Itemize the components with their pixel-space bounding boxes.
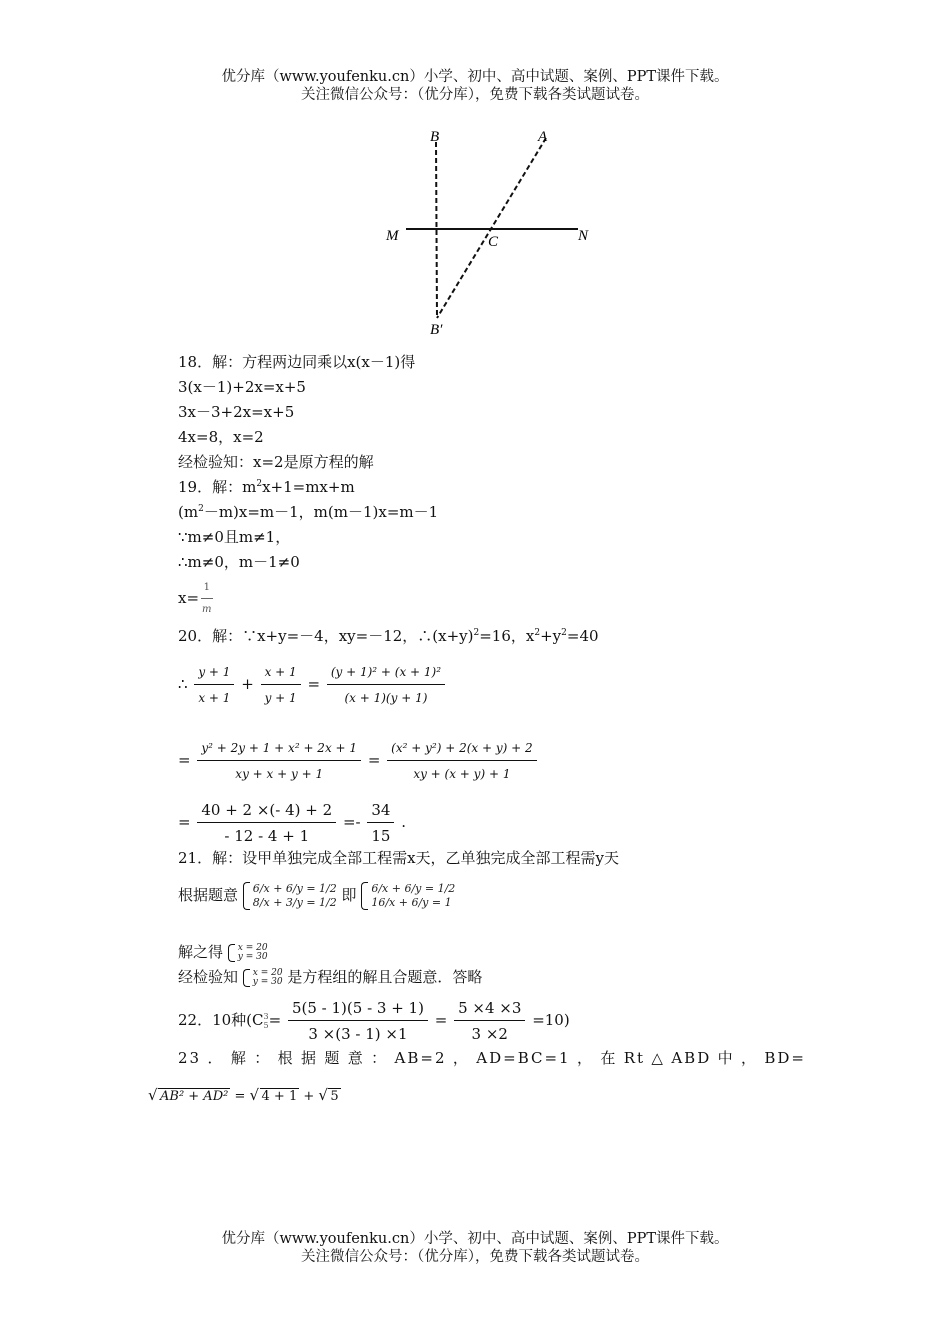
q20-frac6: $\frac{40 + 2 \times(- 4) + 2}{- 12 - 4 + 1}$ [197,800,336,846]
label-b: B [430,129,440,145]
footer-line-1: 优分库（www.youfenku.cn）小学、初中、高中试题、案例、PPT课件下载。 [221,1231,729,1247]
footer-line-2: 关注微信公众号：（优分库），免费下载各类试题试卷。 [301,1249,649,1265]
q18-step2: 3x－3+2x=x+5 [178,403,295,421]
q20-frac7: $\frac{34}{15}$ [367,800,394,846]
header-line-2: 关注微信公众号：（优分库），免费下载各类试题试卷。 [301,87,649,103]
q22-line: 22．10种(C 3 5 = $\frac{5(5 - 1)(5 - 3 + 1)}{3 \times(3 - 1) \times 1}$ = $\frac{5 \times 4 \times 3}{3 \times 2}$ =10) [178,999,570,1043]
q21-system-2: 6/x + 6/y = 1/2 16/x + 6/y = 1 [361,882,455,910]
q23-sqrt-3: √ 5 [318,1086,339,1104]
q19-fraction: $\frac{1}{m}$ [201,578,212,620]
label-m: M [386,228,399,244]
label-a: A [538,129,548,145]
q20-step2: = $\frac{\text{y² + 2y + 1 + x² + 2x + 1}}{xy + x + y + 1}$ = $\frac{\text{(x² + y²) + 2(x + y) + 2}}{xy + (x + y) + 1}$ [178,738,539,784]
q20-frac1: $\frac{y + 1}{x + 1}$ [194,662,234,708]
q20-frac4: $\frac{\text{y² + 2y + 1 + x² + 2x + 1}}{xy + x + y + 1}$ [197,738,361,784]
q22-frac2: $\frac{5 \times 4 \times 3}{3 \times 2}$ [454,998,525,1044]
q21-system: 根据题意 6/x + 6/y = 1/2 8/x + 3/y = 1/2 即 6/x + 6/y = 1/2 16/x + 6/y = 1 [178,882,456,909]
q20-intro: 20．解：∵x+y=－4，xy=－12，$\therefore(x+y)^2=16$，$x^2+y^2=40$ [178,627,599,645]
q19-step4: ∴m≠0，m－1≠0 [178,553,300,571]
q21-check-system: x = 20 y = 30 [243,969,283,987]
q18-step1: 3(x－1)+2x=x+5 [178,378,306,396]
q23-line: 23．解：根据题意：AB=2，AD=BC=1，在Rt△ABD中，BD= [178,1049,806,1067]
q19-step3: ∵m≠0且m≠1， [178,528,291,546]
label-n: N [578,228,589,244]
q23-sqrt-2: √ 4 + 1 [249,1086,298,1104]
q18-step3: 4x=8，x=2 [178,428,264,446]
q18-intro: 18．解：方程两边同乘以x(x－1)得 [178,353,416,371]
q22-frac1: $\frac{5(5 - 1)(5 - 3 + 1)}{3 \times(3 - 1) \times 1}$ [288,998,428,1044]
q21-intro: 21．解：设甲单独完成全部工程需x天，乙单独完成全部工程需y天 [178,849,620,867]
q20-frac2: $\frac{x + 1}{y + 1}$ [261,662,301,708]
q20-step1: ∴ $\frac{y + 1}{x + 1}$ + $\frac{x + 1}{y + 1}$ = $\frac{\text{(y + 1)² + (x + 1)²}}{(x + 1)(y + 1)}$ [178,662,447,708]
q20-step3: = $\frac{40 + 2 \times(- 4) + 2}{- 12 - 4 + 1}$ =- $\frac{34}{15}$ . [178,801,407,845]
q19-intro: 19．解：$m^2x+1=mx+m$ [178,478,355,496]
q21-system-1: 6/x + 6/y = 1/2 8/x + 3/y = 1/2 [243,882,337,910]
geometry-figure [380,122,610,342]
header-line-1: 优分库（www.youfenku.cn）小学、初中、高中试题、案例、PPT课件下载。 [221,69,729,85]
q18-conclusion: 经检验知：x=2是原方程的解 [178,453,374,471]
q21-solution: 解之得 x = 20 y = 30 [178,943,268,962]
q23-sqrt-1: √ AB² + AD² [148,1086,229,1104]
q20-frac3: $\frac{\text{(y + 1)² + (x + 1)²}}{(x + 1)(y + 1)}$ [327,662,445,708]
q19-result: x= $\frac{1}{m}$ [178,578,215,620]
label-bprime: B′ [430,322,443,338]
label-c: C [488,234,499,250]
q23-sqrt-line: √ AB² + AD² = √ 4 + 1 + √ 5 [148,1087,341,1107]
q21-solution-system: x = 20 y = 30 [228,944,268,962]
q20-frac5: $\frac{\text{(x² + y²) + 2(x + y) + 2}}{xy + (x + y) + 1}$ [387,738,536,784]
q19-step2: $(m^2-m)x=m-1$，m(m－1)x=m－1 [178,503,439,521]
q21-check: 经检验知 x = 20 y = 30 是方程组的解且合题意．答略 [178,968,483,987]
